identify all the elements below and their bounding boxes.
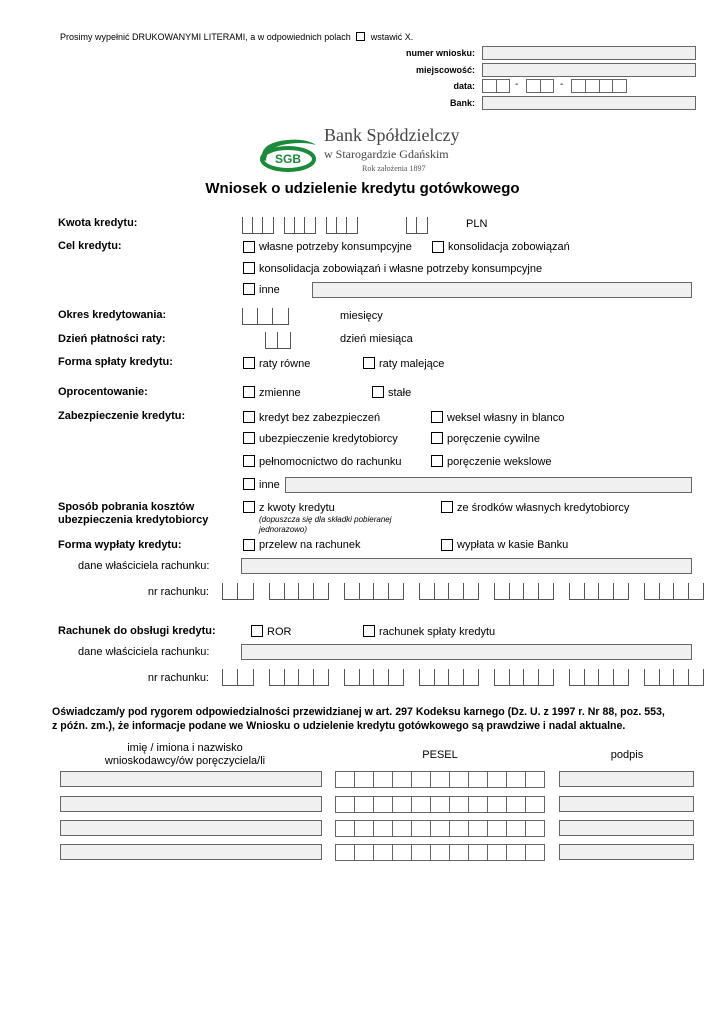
zab-opt3-label: ubezpieczenie kredytobiorcy <box>259 433 398 445</box>
sposob-label-2: ubezpieczenia kredytobiorcy <box>58 514 209 526</box>
forma-splaty-label: Forma spłaty kredytu: <box>58 356 173 368</box>
zabezpieczenie-label: Zabezpieczenie kredytu: <box>58 410 186 422</box>
sig-pesel-field[interactable] <box>335 771 545 788</box>
kwota-field[interactable] <box>242 217 368 234</box>
cel-opt4-checkbox[interactable] <box>243 283 255 295</box>
ror-checkbox[interactable] <box>251 625 263 637</box>
sig-pesel-field[interactable] <box>335 844 545 861</box>
sposob-note-2: jednorazowo) <box>259 525 308 534</box>
zab-opt6-label: poręczenie wekslowe <box>447 456 552 468</box>
zab-opt1-label: kredyt bez zabezpieczeń <box>259 412 381 424</box>
miejscowosc-field[interactable] <box>482 63 696 77</box>
kwota-grosze-field[interactable] <box>406 217 438 234</box>
raty-malejace-checkbox[interactable] <box>363 357 375 369</box>
rachunek-splaty-label: rachunek spłaty kredytu <box>379 626 496 638</box>
sig-podpis-field[interactable] <box>559 820 694 836</box>
date-day-field[interactable] <box>482 79 510 93</box>
date-month-field[interactable] <box>526 79 554 93</box>
zab-opt1-checkbox[interactable] <box>243 411 255 423</box>
zab-opt5-label: pełnomocnictwo do rachunku <box>259 456 402 468</box>
rachunek-account-label: nr rachunku: <box>147 672 209 684</box>
sgb-logo-icon <box>258 135 320 173</box>
zab-opt7-label: inne <box>259 479 280 491</box>
sig-name-field[interactable] <box>60 771 322 787</box>
rachunek-label: Rachunek do obsługi kredytu: <box>58 625 216 637</box>
cel-inne-field[interactable] <box>312 282 692 298</box>
raty-rowne-checkbox[interactable] <box>243 357 255 369</box>
wyplata-owner-field[interactable] <box>241 558 692 574</box>
sig-podpis-field[interactable] <box>559 844 694 860</box>
sig-pesel-field[interactable] <box>335 820 545 837</box>
sposob-opt2-checkbox[interactable] <box>441 501 453 513</box>
sig-col1-header-1: imię / imiona i nazwisko <box>127 742 243 754</box>
instruction <box>60 32 413 42</box>
cel-label: Cel kredytu: <box>58 240 122 252</box>
sposob-opt1-label: z kwoty kredytu <box>259 502 335 514</box>
cel-opt1-checkbox[interactable] <box>243 241 255 253</box>
sposob-label-1: Sposób pobrania kosztów <box>58 501 195 513</box>
okres-label: Okres kredytowania: <box>58 309 167 321</box>
sig-col1-header-2: wnioskodawcy/ów poręczyciela/li <box>104 755 266 767</box>
declaration-line2: z późn. zm.), że informacje podane we Wniosku o udzielenie kredytu gotówkowego są prawdziwe i nadal aktualne. <box>52 720 626 732</box>
wyplata-label: Forma wypłaty kredytu: <box>58 539 182 551</box>
numer-wniosku-field[interactable] <box>482 46 696 60</box>
przelew-label: przelew na rachunek <box>259 539 361 551</box>
declaration-line1: Oświadczam/y pod rygorem odpowiedzialności przewidzianej w art. 297 Kodeksu karnego (Dz. U. z 1997 r. Nr 88, poz. 553, <box>52 706 665 718</box>
sig-name-field[interactable] <box>60 796 322 812</box>
sposob-opt2-label: ze środków własnych kredytobiorcy <box>457 502 630 514</box>
oprocentowanie-label: Oprocentowanie: <box>58 386 148 398</box>
cel-opt1-label: własne potrzeby konsumpcyjne <box>259 241 412 253</box>
okres-field[interactable] <box>242 308 299 325</box>
raty-malejace-label: raty malejące <box>379 358 445 370</box>
zab-opt6-checkbox[interactable] <box>431 455 443 467</box>
stale-checkbox[interactable] <box>372 386 384 398</box>
instruction-text: Prosimy wypełnić DRUKOWANYMI LITERAMI, a w odpowiednich polach <box>60 32 351 42</box>
zab-opt4-checkbox[interactable] <box>431 432 443 444</box>
dzien-field[interactable] <box>265 332 301 349</box>
sig-podpis-field[interactable] <box>559 796 694 812</box>
date-year-field[interactable] <box>571 79 627 93</box>
kwota-label: Kwota kredytu: <box>58 217 138 229</box>
checkbox-sample-icon <box>356 32 365 41</box>
date-separator: - <box>515 79 519 90</box>
wyplata-account-label: nr rachunku: <box>147 586 209 598</box>
sposob-opt1-checkbox[interactable] <box>243 501 255 513</box>
logo-line3: Rok założenia 1897 <box>362 164 426 173</box>
wyplata-account-field[interactable] <box>222 583 704 600</box>
zab-inne-field[interactable] <box>285 477 692 493</box>
kasa-label: wypłata w kasie Banku <box>457 539 569 551</box>
data-label: data: <box>453 81 475 91</box>
sig-name-field[interactable] <box>60 820 322 836</box>
rachunek-splaty-checkbox[interactable] <box>363 625 375 637</box>
cel-opt4-label: inne <box>259 284 280 296</box>
cel-opt3-checkbox[interactable] <box>243 262 255 274</box>
cel-opt3-label: konsolidacja zobowiązań i własne potrzeby konsumpcyjne <box>259 263 543 275</box>
okres-unit: miesięcy <box>340 310 383 322</box>
date-separator: - <box>560 79 564 90</box>
bank-label: Bank: <box>449 98 475 108</box>
numer-wniosku-label: numer wniosku: <box>405 48 475 58</box>
rachunek-account-field[interactable] <box>222 669 704 686</box>
page-title: Wniosek o udzielenie kredytu gotówkowego <box>205 180 520 197</box>
zab-opt4-label: poręczenie cywilne <box>447 433 540 445</box>
logo-line1: Bank Spółdzielczy <box>324 125 460 145</box>
zab-opt5-checkbox[interactable] <box>243 455 255 467</box>
logo-badge-text: SGB <box>274 152 302 166</box>
cel-opt2-label: konsolidacja zobowiązań <box>448 241 570 253</box>
currency-label: PLN <box>466 218 488 230</box>
sig-name-field[interactable] <box>60 844 322 860</box>
logo-line2: w Starogardzie Gdańskim <box>324 147 449 161</box>
dzien-label: Dzień płatności raty: <box>58 333 166 345</box>
zmienne-label: zmienne <box>259 387 301 399</box>
dzien-unit: dzień miesiąca <box>340 333 413 345</box>
raty-rowne-label: raty równe <box>259 358 311 370</box>
zab-opt3-checkbox[interactable] <box>243 432 255 444</box>
sig-col2-header: PESEL <box>422 749 458 761</box>
zab-opt7-checkbox[interactable] <box>243 478 255 490</box>
kasa-checkbox[interactable] <box>441 539 453 551</box>
zmienne-checkbox[interactable] <box>243 386 255 398</box>
przelew-checkbox[interactable] <box>243 539 255 551</box>
instruction-text-end: wstawić X. <box>370 32 414 42</box>
zab-opt2-checkbox[interactable] <box>431 411 443 423</box>
sig-col3-header: podpis <box>610 749 644 761</box>
miejscowosc-label: miejscowość: <box>415 65 475 75</box>
bank-field[interactable] <box>482 96 696 110</box>
cel-opt2-checkbox[interactable] <box>432 241 444 253</box>
wyplata-owner-label: dane właściciela rachunku: <box>78 560 210 572</box>
ror-label: ROR <box>267 626 292 638</box>
sig-podpis-field[interactable] <box>559 771 694 787</box>
sposob-note-1: (dopuszcza się dla składki pobieranej <box>259 515 392 524</box>
rachunek-owner-label: dane właściciela rachunku: <box>78 646 210 658</box>
stale-label: stałe <box>388 387 412 399</box>
sig-pesel-field[interactable] <box>335 796 545 813</box>
rachunek-owner-field[interactable] <box>241 644 692 660</box>
zab-opt2-label: weksel własny in blanco <box>447 412 565 424</box>
